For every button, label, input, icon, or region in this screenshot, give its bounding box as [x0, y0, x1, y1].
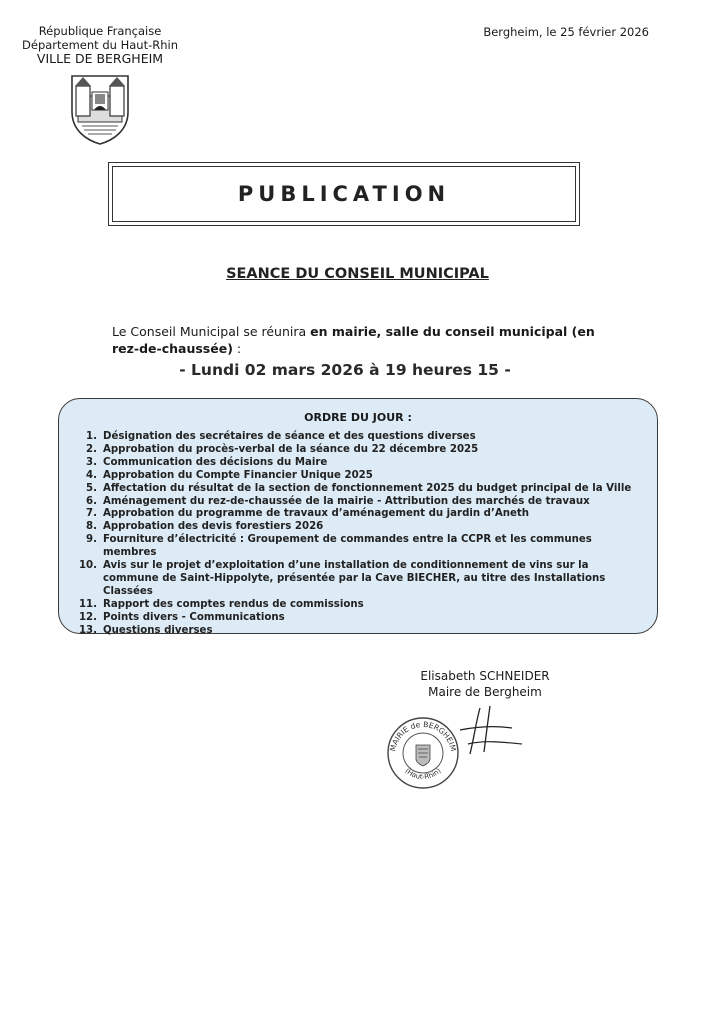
agenda-item-number: 2. [86, 443, 97, 455]
signatory-name: Elisabeth SCHNEIDER [420, 669, 550, 683]
handwritten-signature [450, 704, 530, 758]
intro-paragraph [112, 323, 622, 357]
agenda-item [67, 599, 647, 612]
agenda-item-number: 7. [86, 508, 97, 520]
signatory-role: Maire de Bergheim [428, 685, 542, 699]
agenda-item-text: Questions diverses [103, 624, 213, 636]
agenda-item [67, 444, 647, 457]
agenda-item-number: 9. [86, 534, 97, 546]
coat-of-arms-icon [68, 72, 132, 146]
publication-title: PUBLICATION [237, 182, 451, 206]
publication-title-box [108, 162, 580, 226]
agenda-item-text: Approbation des devis forestiers 2026 [103, 521, 324, 533]
agenda-item [67, 457, 647, 470]
intro-location: en mairie, salle du conseil municipal (en rez-de-chaussée) [112, 324, 595, 356]
department-line: Département du Haut-Rhin [22, 38, 178, 52]
agenda-item-text: Approbation du Compte Financier Unique 2025 [103, 469, 373, 481]
agenda-item-number: 8. [86, 521, 97, 533]
agenda-item [67, 560, 647, 599]
agenda-item-number: 3. [86, 456, 97, 468]
meeting-datetime: - Lundi 02 mars 2026 à 19 heures 15 - [179, 361, 511, 379]
session-title: SEANCE DU CONSEIL MUNICIPAL [226, 266, 489, 282]
agenda-item [67, 431, 647, 444]
document-date: Bergheim, le 25 février 2026 [483, 25, 649, 39]
agenda-item [67, 508, 647, 521]
agenda-item [67, 625, 647, 638]
agenda-item-text: Points divers - Communications [103, 611, 285, 623]
seal-top-text: MAIRIE de BERGHEIM [388, 719, 458, 753]
seal-bottom-text: (Haut-Rhin) [403, 766, 443, 782]
republic-line: République Française [38, 24, 162, 38]
town-line: VILLE DE BERGHEIM [36, 51, 164, 66]
agenda-box [58, 398, 658, 634]
agenda-item-text: Affectation du résultat de la section de fonctionnement 2025 du budget principal de la Ville [103, 482, 632, 494]
agenda-item [67, 483, 647, 496]
agenda-item-text: Désignation des secrétaires de séance et des questions diverses [103, 431, 476, 442]
agenda-title: ORDRE DU JOUR : [304, 411, 412, 424]
agenda-item-text: Communication des décisions du Maire [103, 456, 328, 468]
agenda-item-number: 1. [86, 431, 97, 442]
agenda-item [67, 470, 647, 483]
agenda-item-number: 11. [78, 598, 97, 610]
agenda-item [67, 612, 647, 625]
agenda-item-number: 13. [78, 624, 97, 636]
agenda-item [67, 521, 647, 534]
agenda-item-text: Fourniture d’électricité : Groupement de commandes entre la CCPR et les communes membres [103, 534, 592, 559]
agenda-item-number: 4. [86, 469, 97, 481]
agenda-item-text: Rapport des comptes rendus de commissions [103, 598, 364, 610]
agenda-item-number: 12. [78, 611, 97, 623]
agenda-item [67, 534, 647, 560]
agenda-item-number: 10. [78, 560, 97, 572]
agenda-item-text: Aménagement du rez-de-chaussée de la mairie - Attribution des marchés de travaux [103, 495, 590, 507]
agenda-item-text: Approbation du programme de travaux d’aménagement du jardin d’Aneth [103, 508, 529, 520]
svg-text:(Haut-Rhin) [403, 767, 442, 781]
issuer-header [20, 24, 180, 146]
intro-suffix: : [232, 341, 242, 356]
agenda-item-number: 5. [86, 482, 97, 494]
signatory-block [395, 668, 575, 700]
agenda-item-text: Approbation du procès-verbal de la séance du 22 décembre 2025 [103, 443, 479, 455]
agenda-list [67, 431, 647, 638]
agenda-item [67, 496, 647, 509]
intro-prefix: Le Conseil Municipal se réunira [112, 324, 311, 339]
agenda-item-text: Avis sur le projet d’exploitation d’une installation de conditionnement de vins sur la commune de Saint-Hippolyte, présentée par la Cave BIECHER, au titre des Installations Classées [103, 560, 606, 597]
agenda-item-number: 6. [86, 495, 97, 507]
